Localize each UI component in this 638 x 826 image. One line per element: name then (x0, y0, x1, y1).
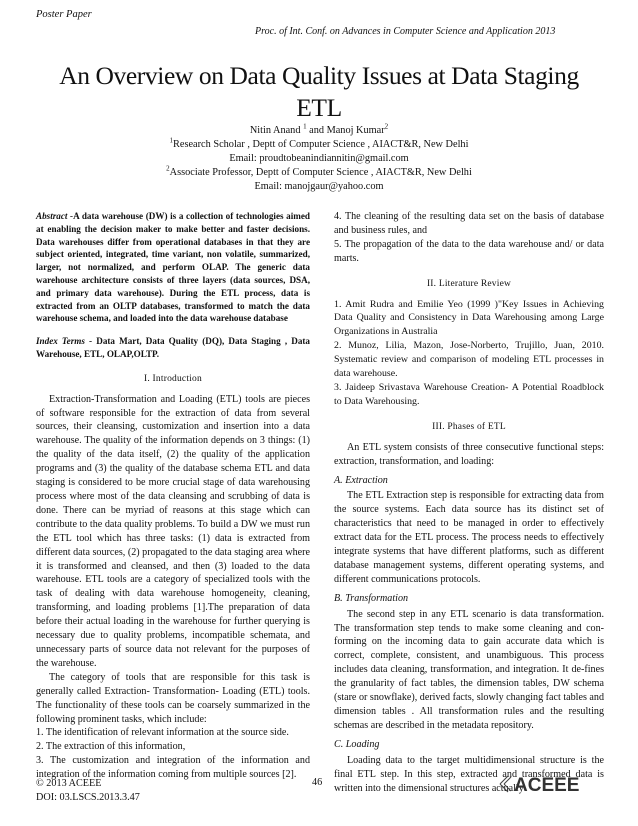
paragraph: The category of tools that are responsible for this task is generally called Extraction- Transformation- Loading (ETL) tools. The functionality of these tools can be coarsely summarized in the following prominent tasks, which include: (36, 671, 310, 725)
index-terms-text: - Data Mart, Data Quality (DQ), Data Staging , Data Warehouse, ETL, OLAP,OLTP. (36, 336, 310, 359)
list-item: 4. The cleaning of the resulting data set on the basis of database and business rules, and (334, 211, 604, 236)
index-terms (36, 335, 310, 361)
abstract-label: Abstract - (36, 211, 74, 221)
index-terms-label: Index Terms (36, 336, 85, 347)
subsection-heading-loading: C. Loading (334, 738, 380, 750)
subsection-heading-extraction: A. Extraction (334, 474, 388, 486)
email-1: Email: proudtobeanindiannitin@gmail.com (229, 153, 409, 164)
list-item: 2. Munoz, Lilia, Mazon, Jose-Norberto, Trujillo, Juan, 2010. Systematic review and comparison of modeling ETL processes in data warehouse. (334, 340, 604, 380)
list-item: 3. Jaideep Srivastava Warehouse Creation- A Potential Roadblock to Data Warehousing. (334, 381, 604, 407)
list-item: 5. The propagation of the data to the data warehouse and/ or data marts. (334, 238, 604, 264)
aceee-logo (498, 770, 602, 798)
paragraph: The second step in any ETL scenario is data transformation. The transformation step tends to make some cleaning and con-forming on the incoming data to gain accurate data which is correct, complete, consistent, and unambiguous. This process includes data cleaning, transformation, and integration. It de-fines the granularity of fact tables, the dimension tables, DW schema (stare or snowflake), derived facts, slowly changing fact tables and dimension tables . All transformation rules and the resulting schemas are described in the metadata repository. (334, 608, 604, 731)
left-column (36, 210, 310, 782)
author-block (80, 124, 558, 194)
list-item: 3. The customization and integration of the information and integration of the information coming from multiple sources [2]. (36, 755, 310, 781)
paper-category: Poster Paper (36, 9, 92, 20)
section-heading-literature-review: II. Literature Review (426, 278, 512, 289)
paragraph: Extraction-Transformation and Loading (ETL) tools are pieces of software responsible for the extraction of data from several sources, their cleansing, customization and insertion into a data warehouse. The quality of the information depends on 3 things: (1) the quality of the data itself, (2) the quality of the application programs and (3) the quality of the database schema ETL and data staging is considered to be more crucial stage of data warehousing process where most of the data cleansing and scrubbing of data is done. There can be myriad of reasons at this stage which can contribute to the data quality problems. To build a DW we must run the ETL tool which has three tasks: (1) data is extracted from different data sources, (2) propagated to the data staging area where it is transformed and cleansed, and then (3) loaded to the data warehouse. ETL tools are a category of specialized tools with the task of dealing with data warehouse homogeneity, cleaning, transforming, and loading problems [1].The preparation of data before their actual loading in the warehouse for further querying is necessary due to quality problems, incompatible schemata, and unnecessary parts of source data not relevant for the purposes of the warehouse. (36, 393, 310, 669)
abstract-text: A data warehouse (DW) is a collection of technologies aimed at enabling the decision maker to make better and faster decisions. Data warehouses differ from operational databases in that they are subject oriented, integrated, time variant, non volatile, summarized, larger, not normalized, and perform OLAP. The generic data warehouse architecture consists of three layers (data sources, DSA, and primary data warehouse). During the ETL process, data is extracted from an OLTP databases, transformed to match the data warehouse schema, and loaded into the data warehouse database (36, 211, 310, 324)
list-item: 1. Amit Rudra and Emilie Yeo (1999 )"Key Issues in Achieving Data Quality and Consistency in Data Warehousing among Large Organizations in Australia (334, 298, 604, 338)
abstract (36, 210, 310, 325)
section-heading-phases: III. Phases of ETL (432, 421, 506, 432)
affiliation-1: $^1$Research Scholar , Deptt of Computer Science , AIACT&R, New Delhi (169, 136, 469, 150)
copyright: © 2013 ACEEE (36, 778, 102, 789)
subsection-heading-transformation: B. Transformation (334, 592, 409, 604)
page-number: 46 (312, 777, 323, 788)
paper-title: An Overview on Data Quality Issues at Data Staging ETL (59, 61, 579, 122)
right-column (334, 210, 604, 795)
author-names: Nitin Anand $^1$ and Manoj Kumar$^2$ (249, 122, 389, 136)
doi: DOI: 03.LSCS.2013.3.47 (36, 792, 140, 803)
section-heading-introduction: I. Introduction (144, 373, 202, 384)
literature-list (334, 298, 604, 409)
paragraph: The ETL Extraction step is responsible for extracting data from the source systems. Each data source has its distinct set of characteristics that need to be managed in order to effectively extract data for the ETL process. The process needs to effectively integrate systems that have different platforms, such as different database management systems, different operating systems, and different communications protocols. (334, 490, 604, 585)
proceedings-header: Proc. of Int. Conf. on Advances in Computer Science and Application 2013 (255, 26, 556, 37)
svg-text:ACEEE: ACEEE (514, 775, 580, 796)
paragraph: Loading data to the target multidimensional structure is the final ETL step. In this step, extracted and transformed data is written into the dimensional structures actually (334, 754, 604, 794)
email-2: Email: manojgaur@yahoo.com (254, 181, 384, 192)
affiliation-2: $^2$Associate Professor, Deptt of Computer Science , AIACT&R, New Delhi (166, 164, 472, 178)
list-item: 2. The extraction of this information, (36, 741, 186, 753)
list-item: 1. The identification of relevant information at the source side. (36, 727, 289, 739)
paragraph: An ETL system consists of three consecutive functional steps: extraction, transformation, and loading: (334, 441, 604, 467)
footer-info (36, 777, 140, 805)
